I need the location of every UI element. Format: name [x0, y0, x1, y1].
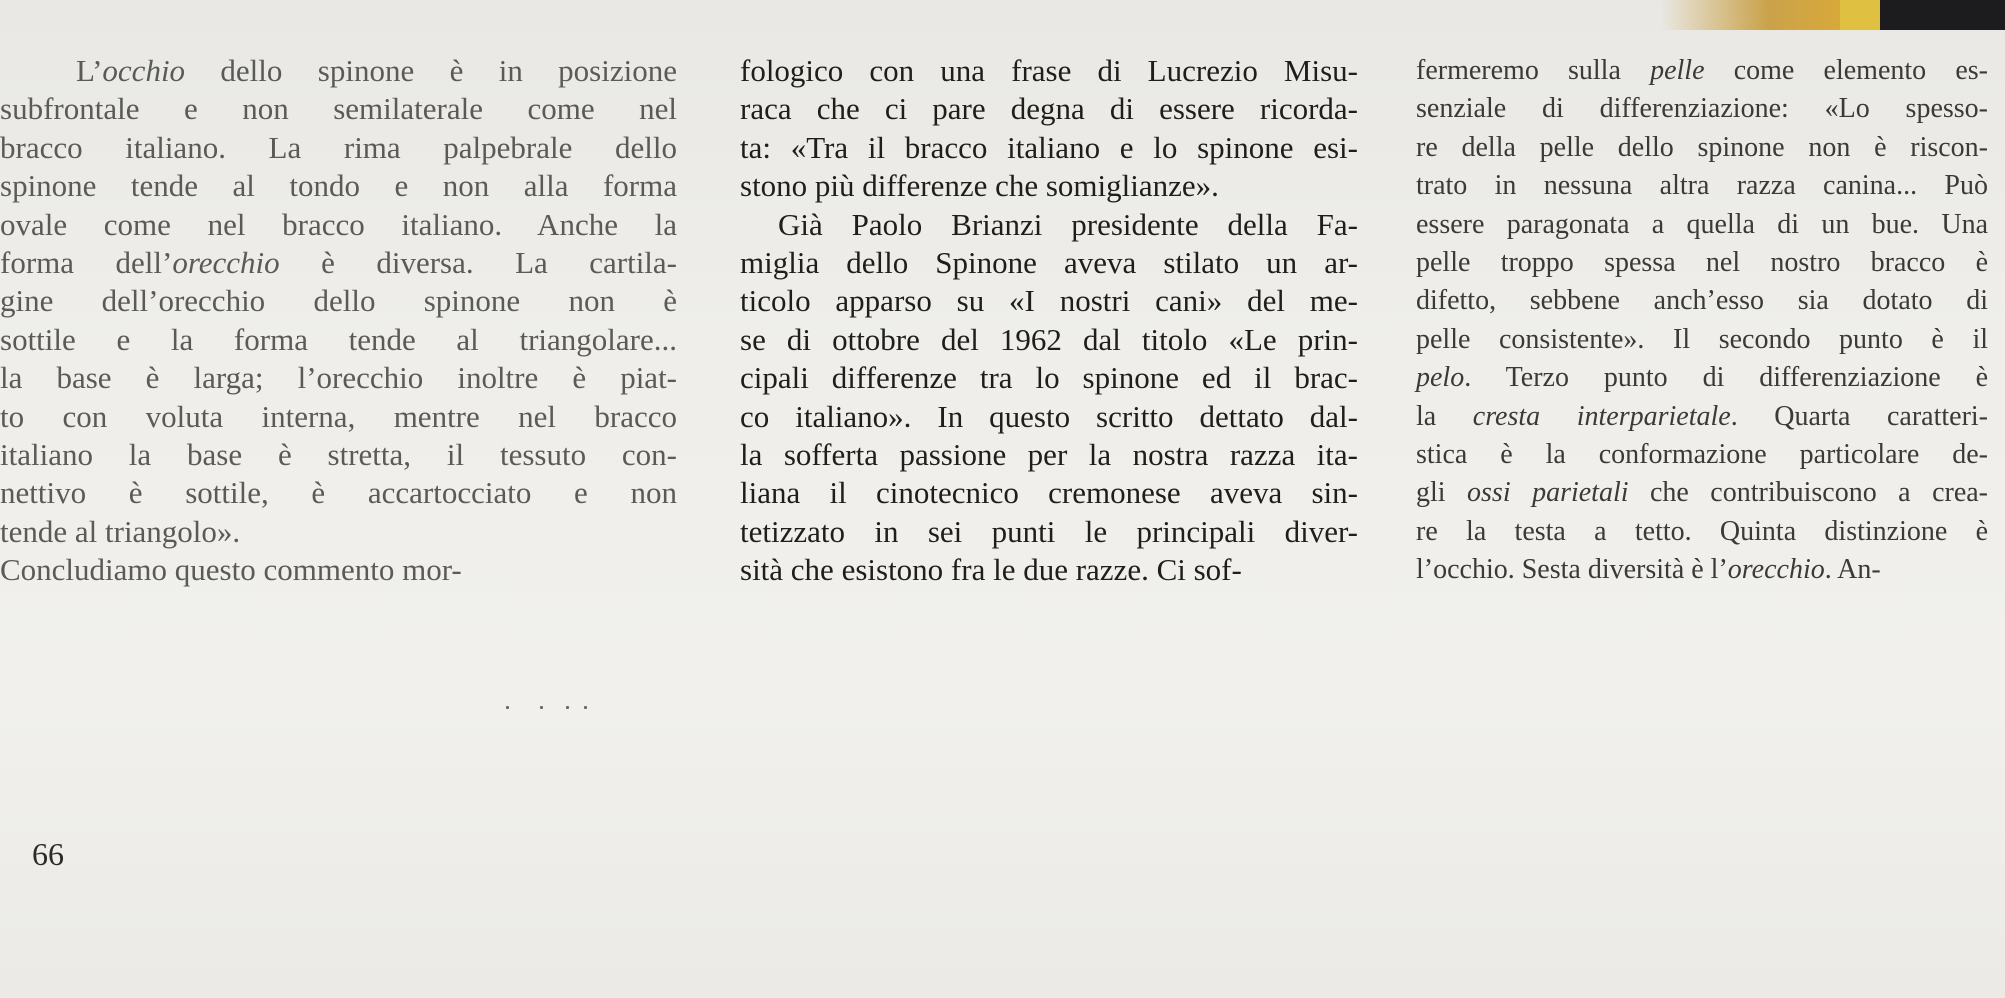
text-line — [1416, 90, 1988, 128]
adjacent-page-photo-edge — [1660, 0, 2005, 30]
text-line — [740, 282, 1358, 320]
text-line — [0, 398, 677, 436]
text-segment: italiano la base è stretta, il tessuto con- — [0, 436, 677, 472]
text-line — [740, 321, 1358, 359]
text-line — [740, 513, 1358, 551]
text-segment: stono più differenze che somiglianze». — [740, 168, 1219, 204]
text-segment: bracco italiano. La rima palpebrale dello — [0, 129, 677, 165]
text-segment: trato in nessuna altra razza canina... Può — [1416, 170, 1988, 202]
text-line — [1416, 551, 1988, 589]
italic-term: pelle — [1650, 55, 1705, 86]
text-segment: fologico con una frase di Lucrezio Misu- — [740, 53, 1358, 88]
text-line — [0, 474, 677, 512]
text-segment: liana il cinotecnico cremonese aveva sin- — [740, 475, 1358, 511]
text-segment: Concludiamo questo commento mor- — [0, 552, 462, 588]
text-line — [1416, 129, 1988, 167]
text-line — [1416, 52, 1988, 90]
text-column-1 — [0, 52, 677, 589]
text-segment: sottile e la forma tende al triangolare... — [0, 321, 677, 357]
text-segment: . An- — [1824, 554, 1881, 586]
text-segment: senziale di differenziazione: «Lo spesso- — [1416, 93, 1988, 125]
text-line — [740, 206, 1358, 244]
text-line — [1416, 474, 1988, 512]
text-line — [1416, 206, 1988, 244]
text-line — [0, 129, 677, 167]
text-segment: che contribuiscono a crea- — [1628, 477, 1988, 509]
text-line — [740, 90, 1358, 128]
text-line — [0, 282, 677, 320]
text-segment: la base è larga; l’orecchio inoltre è piat- — [0, 360, 677, 396]
italic-term: occhio — [102, 53, 186, 88]
text-segment: . Quarta caratteri- — [1730, 400, 1988, 432]
page-number: 66 — [32, 836, 64, 872]
text-line — [740, 359, 1358, 397]
text-segment: dello spinone è in posizione — [185, 53, 677, 88]
text-segment: ticolo apparso su «I nostri cani» del me- — [740, 283, 1358, 319]
text-line — [740, 551, 1358, 589]
text-line — [740, 52, 1358, 90]
text-line — [740, 244, 1358, 282]
stray-print-marks — [500, 706, 620, 710]
text-segment: co italiano». In questo scritto dettato dal- — [740, 398, 1358, 434]
text-segment: raca che ci pare degna di essere ricorda- — [740, 91, 1358, 127]
text-segment: cipali differenze tra lo spinone ed il brac- — [740, 360, 1358, 396]
text-segment: la sofferta passione per la nostra razza ita- — [740, 436, 1358, 472]
text-line — [1416, 359, 1988, 397]
text-segment: pelle troppo spessa nel nostro bracco è — [1416, 246, 1988, 278]
italic-term: pelo — [1416, 362, 1465, 394]
text-line — [0, 167, 677, 205]
text-line — [740, 398, 1358, 436]
text-segment: miglia dello Spinone aveva stilato un ar- — [740, 244, 1358, 280]
text-line — [0, 551, 677, 589]
photo-edge-yellow — [1840, 0, 1880, 30]
text-line — [0, 359, 677, 397]
photo-edge-dark — [1880, 0, 2005, 30]
text-line — [0, 321, 677, 359]
text-line — [1416, 282, 1988, 320]
text-segment: nettivo è sottile, è accartocciato e non — [0, 475, 677, 511]
text-segment: gli — [1416, 477, 1468, 509]
text-line — [740, 129, 1358, 167]
text-segment: ta: «Tra il bracco italiano e lo spinone esi- — [740, 129, 1358, 165]
text-segment: tende al triangolo». — [0, 513, 241, 549]
text-segment: essere paragonata a quella di un bue. Una — [1416, 208, 1988, 240]
text-line — [1416, 436, 1988, 474]
text-segment: fermeremo sulla — [1416, 55, 1651, 86]
text-segment: Già Paolo Brianzi presidente della Fa- — [778, 206, 1358, 242]
text-line — [0, 52, 677, 90]
text-segment: ovale come nel bracco italiano. Anche la — [0, 206, 677, 242]
text-segment: L’ — [76, 53, 103, 88]
text-line — [0, 513, 677, 551]
text-segment: re della pelle dello spinone non è riscon- — [1416, 131, 1988, 163]
text-line — [1416, 167, 1988, 205]
text-segment: se di ottobre del 1962 dal titolo «Le prin- — [740, 321, 1358, 357]
text-line — [0, 436, 677, 474]
text-line — [1416, 398, 1988, 436]
text-segment: è diversa. La cartila- — [279, 244, 677, 280]
text-segment: gine dell’orecchio dello spinone non è — [0, 283, 677, 319]
italic-term: cresta interparietale — [1472, 400, 1731, 432]
text-column-2 — [740, 52, 1358, 589]
text-segment: spinone tende al tondo e non alla forma — [0, 168, 677, 204]
text-line — [1416, 321, 1988, 359]
text-line — [740, 474, 1358, 512]
text-line — [1416, 513, 1988, 551]
text-segment: difetto, sebbene anch’esso sia dotato di — [1416, 285, 1988, 317]
text-line — [740, 436, 1358, 474]
italic-term: orecchio — [1727, 554, 1825, 586]
text-line — [0, 90, 677, 128]
text-segment: come elemento es- — [1704, 55, 1989, 86]
text-line — [740, 167, 1358, 205]
text-column-3 — [1416, 52, 1988, 589]
text-segment: l’occhio. Sesta diversità è l’ — [1416, 554, 1728, 586]
text-segment: stica è la conformazione particolare de- — [1416, 438, 1988, 470]
italic-term: orecchio — [172, 244, 280, 280]
text-segment: to con voluta interna, mentre nel bracco — [0, 398, 677, 434]
text-segment: sità che esistono fra le due razze. Ci sof- — [740, 552, 1242, 588]
text-segment: la — [1416, 400, 1473, 432]
text-segment: pelle consistente». Il secondo punto è il — [1416, 323, 1988, 355]
photo-edge-gold — [1660, 0, 1840, 30]
text-line — [0, 244, 677, 282]
text-segment: forma dell’ — [0, 244, 173, 280]
text-segment: subfrontale e non semilaterale come nel — [0, 91, 677, 127]
text-segment: . Terzo punto di differenziazione è — [1464, 362, 1988, 394]
text-line — [1416, 244, 1988, 282]
text-segment: tetizzato in sei punti le principali diver- — [740, 513, 1358, 549]
text-segment: re la testa a tetto. Quinta distinzione è — [1416, 515, 1988, 547]
text-line — [0, 206, 677, 244]
italic-term: ossi parietali — [1467, 477, 1629, 509]
